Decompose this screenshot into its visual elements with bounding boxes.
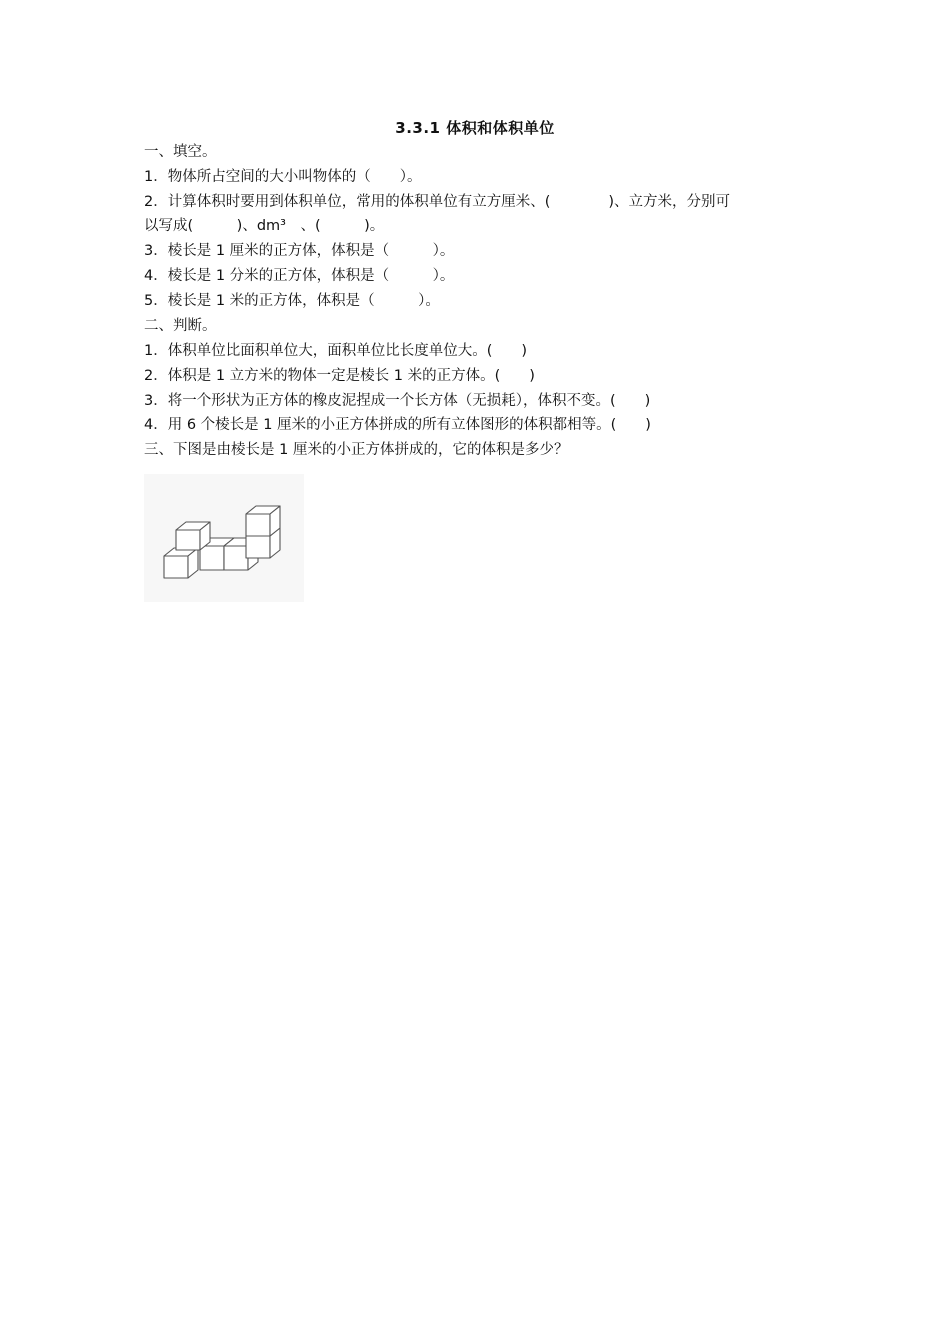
section-judge-heading: 二、判断。 (144, 318, 217, 334)
section-fill-in-heading: 一、填空。 (144, 144, 217, 160)
fill-in-question-3: 3．棱长是 1 厘米的正方体，体积是（ ）。 (144, 243, 455, 259)
judge-question-2: 2．体积是 1 立方米的物体一定是棱长 1 米的正方体。( ) (144, 368, 535, 384)
cube-top-left (176, 522, 210, 550)
judge-question-4: 4．用 6 个棱长是 1 厘米的小正方体拼成的所有立体图形的体积都相等。( ) (144, 417, 651, 433)
worksheet-title: 3.3.1 体积和体积单位 (395, 119, 555, 137)
cube-top-right (246, 506, 280, 536)
judge-question-1: 1．体积单位比面积单位大，面积单位比长度单位大。( ) (144, 343, 528, 359)
fill-in-question-2-continued: 以写成( )、dm³ 、( )。 (144, 218, 385, 234)
fill-in-question-2: 2．计算体积时要用到体积单位，常用的体积单位有立方厘米、( )、立方米，分别可 (144, 194, 731, 210)
fill-in-question-4: 4．棱长是 1 分米的正方体，体积是（ ）。 (144, 268, 455, 284)
judge-question-3: 3．将一个形状为正方体的橡皮泥捏成一个长方体（无损耗），体积不变。( ) (144, 393, 651, 409)
cube-bottom-1 (164, 548, 198, 578)
fill-in-question-5: 5．棱长是 1 米的正方体，体积是（ ）。 (144, 293, 440, 309)
section-volume-question: 三、下图是由棱长是 1 厘米的小正方体拼成的，它的体积是多少？ (144, 442, 569, 458)
unit-cube-assembly-figure (144, 474, 304, 602)
fill-in-question-1: 1．物体所占空间的大小叫物体的（ ）。 (144, 169, 422, 185)
